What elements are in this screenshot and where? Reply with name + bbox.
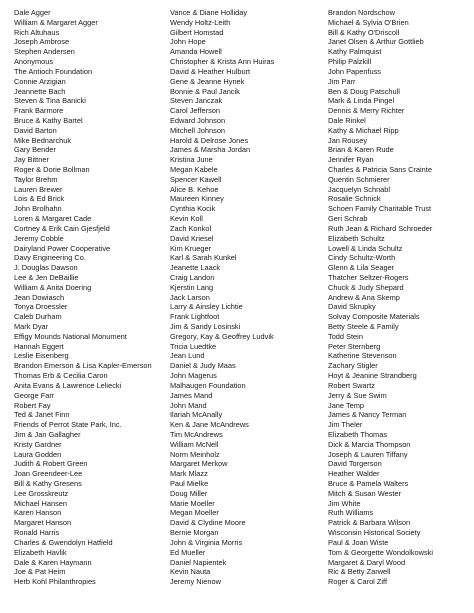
donor-name: William McNell xyxy=(170,439,219,449)
donor-name: James & Nancy Terman xyxy=(328,410,407,420)
donor-name: Charles & Patricia Sans Crainte xyxy=(328,165,432,174)
donor-name: Frank Barmore xyxy=(14,106,64,116)
donor-name: Brian & Karen Rude xyxy=(328,145,394,155)
donor-name: Jeannette Bach xyxy=(14,86,66,96)
donor-name: John & Virginia Morris xyxy=(170,537,243,547)
donor-name: Gary Bender xyxy=(14,145,56,155)
donor-name: Elizabeth Thomas xyxy=(328,429,388,439)
donor-name: Craig Landon xyxy=(170,272,215,282)
donor-name: Lowell & Linda Schultz xyxy=(328,243,403,253)
donor-name: Daniel Napientek xyxy=(170,557,227,567)
donor-name: Megan Kabele xyxy=(170,165,218,174)
donor-name: Stephen Andersen xyxy=(14,47,75,57)
donor-name: Dale & Karen Haymann xyxy=(14,557,92,567)
donor-name: Tom & Georgette Wondolkowski xyxy=(328,547,434,557)
donor-name: Paul Mielke xyxy=(170,479,209,488)
donor-name: Bruce & Kathy Bartel xyxy=(14,115,83,125)
donor-name: Elizabeth Schultz xyxy=(328,233,385,243)
donor-name: Steven Janczak xyxy=(170,96,223,106)
donor-name: Frank Lightfoot xyxy=(170,312,220,322)
donor-name: Daniel & Judy Maas xyxy=(170,361,236,371)
donor-name: William & Margaret Agger xyxy=(14,17,98,27)
donor-name: Heather Walder xyxy=(328,469,380,479)
donor-name: Lois & Ed Brick xyxy=(14,194,65,204)
donor-name: Mike Bednarchuk xyxy=(14,135,72,145)
donor-name: Jim & Jan Gallagher xyxy=(14,429,81,439)
donor-name: Cynthia Kocik xyxy=(170,204,216,214)
donor-name: Dennis & Merry Richter xyxy=(328,106,405,116)
donor-name: Ruth Jean & Richard Schroeder xyxy=(328,223,433,233)
donor-name: Ric & Betty Zarwell xyxy=(328,567,391,577)
donor-name: Connie Arzigian xyxy=(14,76,66,86)
donor-name: Kathy Palmquist xyxy=(328,47,382,57)
donor-name: Bill & Kathy O'Driscoll xyxy=(328,27,400,37)
donor-name: Gregory, Kay & Geoffrey Ludvik xyxy=(170,331,274,341)
donor-name: Jim Theler xyxy=(328,420,363,430)
donor-name: Zachary Stigler xyxy=(328,361,378,371)
donor-name: Doug Miller xyxy=(170,488,208,498)
donor-name: Kim Krueger xyxy=(170,243,212,253)
donor-column-2 xyxy=(170,8,320,587)
donor-name: David & Clydine Moore xyxy=(170,518,246,528)
donor-name: Vance & Diane Holliday xyxy=(170,8,248,17)
donor-name: Geri Schrab xyxy=(328,214,368,224)
donor-name: Anonymous xyxy=(14,57,54,67)
donor-name: Bill & Kathy Gresens xyxy=(14,479,82,488)
donor-name: Joseph & Lauren Tiffany xyxy=(328,449,408,459)
donor-name: J. Douglas Dawson xyxy=(14,263,78,273)
donor-name: Gene & Jeanne Hynek xyxy=(170,76,245,86)
donor-name: Friends of Perrot State Park, Inc. xyxy=(14,420,122,430)
donor-name: Tonya Droessler xyxy=(14,302,68,312)
donor-name: Hoyt & Jeanine Strandberg xyxy=(328,371,417,381)
donor-name: Jane Temp xyxy=(328,400,365,410)
donor-name: Jay Bittner xyxy=(14,155,49,165)
donor-name: Ben & Doug Patschull xyxy=(328,86,400,96)
donor-name: Karl & Sarah Kunkel xyxy=(170,253,237,263)
donor-name: David Barton xyxy=(14,125,57,135)
donor-name: Katherine Stevenson xyxy=(328,351,397,361)
donor-name: Christopher & Krista Ann Huiras xyxy=(170,57,275,67)
donor-name: Larry & Ainsley Lichtie xyxy=(170,302,243,312)
donor-name: Norm Meinholz xyxy=(170,449,220,459)
donor-name: Kevin Nauta xyxy=(170,567,211,577)
donor-name: Laura Godden xyxy=(14,449,62,459)
donor-name: Dale Rinkel xyxy=(328,115,366,125)
donor-name: Mark Mlazz xyxy=(170,469,208,479)
donor-name: John Brolhahn xyxy=(14,204,62,214)
donor-name: Ilariah McAnally xyxy=(170,410,223,420)
donor-name: Jennifer Ryan xyxy=(328,155,374,165)
donor-name: Kristina June xyxy=(170,155,213,165)
donor-name: William & Anita Doering xyxy=(14,282,92,292)
donor-name: Roger & Carol Ziff xyxy=(328,577,388,587)
donor-name: John Mand xyxy=(170,400,207,410)
donor-name: Effigy Mounds National Monument xyxy=(14,331,127,341)
donor-name: Joe & Pat Heim xyxy=(14,567,66,577)
donor-name: Robert Fay xyxy=(14,400,51,410)
donor-name: Kathy & Michael Ripp xyxy=(328,125,399,135)
donor-name: John Papenfuss xyxy=(328,66,382,76)
donor-name: Ted & Janet Finn xyxy=(14,410,70,420)
donor-name: Bonnie & Paul Jancik xyxy=(170,86,240,96)
donor-name: Judith & Robert Green xyxy=(14,459,88,469)
donor-name: Rosalie Schnick xyxy=(328,194,381,204)
donor-name: David Skrupky xyxy=(328,302,376,312)
donor-name: Kristy Gardner xyxy=(14,439,62,449)
donor-name: Jack Larson xyxy=(170,292,210,302)
donor-name: Dick & Marcia Thompson xyxy=(328,439,411,449)
donor-name: Spencer Kawell xyxy=(170,174,222,184)
donor-name: Lee & Jen DeBaillie xyxy=(14,272,79,282)
donor-name: Brandon Emerson & Lisa Kapler-Emerson xyxy=(14,361,152,371)
donor-name: Margaret & Daryl Wood xyxy=(328,557,406,567)
donor-name: Michael Hansen xyxy=(14,498,67,508)
donor-name: Mitchell Johnson xyxy=(170,125,226,135)
donor-name: Robert Swartz xyxy=(328,380,375,390)
donor-name: Kevin Koll xyxy=(170,214,203,224)
donor-name: Philip Palzkill xyxy=(328,57,372,67)
donor-name: George Farr xyxy=(14,390,55,400)
donor-name: Wendy Holtz-Leith xyxy=(170,17,231,27)
donor-name: Tim McAndrews xyxy=(170,429,223,439)
donor-name: Ken & Jane McAndrews xyxy=(170,420,249,430)
donor-name: Edward Johnson xyxy=(170,115,226,125)
donor-name: Joan Greendeer-Lee xyxy=(14,469,83,479)
donor-name: David & Heather Hulburt xyxy=(170,66,251,76)
donor-name: Paul & Joan Wiste xyxy=(328,537,389,547)
donor-name: Michael & Sylvia O'Brien xyxy=(328,17,409,27)
donor-name: Zach Konkol xyxy=(170,223,212,233)
donor-name: Jean Dowiasch xyxy=(14,292,65,302)
donor-column-1 xyxy=(14,8,164,587)
donor-name: Lauren Brewer xyxy=(14,184,63,194)
donor-name: Bruce & Pamela Walters xyxy=(328,479,409,488)
donor-name: David Torgerson xyxy=(328,459,382,469)
donor-name: Carol Jefferson xyxy=(170,106,220,116)
donor-name: Hannah Eggert xyxy=(14,341,64,351)
donor-name: Steven & Tina Banicki xyxy=(14,96,86,106)
donor-name: Mark Dyar xyxy=(14,322,49,331)
donor-name: Thatcher Seltzer-Rogers xyxy=(328,272,409,282)
donor-column-3 xyxy=(328,8,468,587)
donor-name: Ruth Williams xyxy=(328,508,374,518)
donor-name: Wisconsin Historical Society xyxy=(328,528,421,538)
donor-name: Caleb Durham xyxy=(14,312,62,322)
donor-name: Jim Parr xyxy=(328,76,356,86)
donor-name: Bernie Morgan xyxy=(170,528,219,538)
donor-name: Harold & Delrose Jones xyxy=(170,135,249,145)
donor-name: Cortney & Erik Cain Gjesfjeld xyxy=(14,223,110,233)
donor-name: Peter Sternberg xyxy=(328,341,381,351)
donor-name: Alice B. Kehoe xyxy=(170,184,219,194)
donor-name: Tricia Luedtke xyxy=(170,341,217,351)
donor-name: Dale Agger xyxy=(14,8,51,17)
donor-name: Rich Altuhaus xyxy=(14,27,60,37)
donor-name: Herb Kohl Philanthropies xyxy=(14,577,96,587)
donor-name: Chuck & Judy Shepard xyxy=(328,282,404,292)
donor-name: Brandon Nordschow xyxy=(328,8,395,17)
donor-name: Schoen Family Charitable Trust xyxy=(328,204,432,214)
donor-name: Betty Steele & Family xyxy=(328,322,399,331)
donor-name: Margaret Merkow xyxy=(170,459,228,469)
donor-name: Taylor Brehm xyxy=(14,174,58,184)
donor-name: Dairyland Power Cooperative xyxy=(14,243,111,253)
donor-name: Roger & Dorie Bollman xyxy=(14,165,90,174)
donor-name: Anita Evans & Lawrence Leliecki xyxy=(14,380,122,390)
donor-name: Jeremy Nienow xyxy=(170,577,221,587)
donor-name: John Magerus xyxy=(170,371,217,381)
donor-name: Jan Rousey xyxy=(328,135,368,145)
donor-name: Marie Moeller xyxy=(170,498,215,508)
donor-name: Ed Mueller xyxy=(170,547,206,557)
donor-name: The Antioch Foundation xyxy=(14,66,93,76)
donor-name: David Kriesel xyxy=(170,233,214,243)
donor-name: Mitch & Susan Wester xyxy=(328,488,401,498)
donor-name: Glenn & Lila Seager xyxy=(328,263,395,273)
donor-name: Ronald Harris xyxy=(14,528,60,538)
donor-name: James & Marsha Jordan xyxy=(170,145,251,155)
donor-name: Jean Lund xyxy=(170,351,205,361)
donor-name: Amanda Howell xyxy=(170,47,222,57)
donor-name: Leslie Eisenberg xyxy=(14,351,69,361)
donor-name: Quentin Schmierer xyxy=(328,174,390,184)
donor-name: Jeanette Laack xyxy=(170,263,221,273)
donor-name: James Mand xyxy=(170,390,213,400)
donor-name: Jacquelyn Schnabl xyxy=(328,184,391,194)
donor-name: Charles & Gwendolyn Hatfield xyxy=(14,537,113,547)
donor-name: Joseph Ambrose xyxy=(14,37,70,47)
donor-name: Davy Engineering Co. xyxy=(14,253,86,263)
donor-name: Cindy Schultz-Worth xyxy=(328,253,396,263)
donor-name: Malhaugen Foundation xyxy=(170,380,246,390)
donor-name: Andrew & Ana Skemp xyxy=(328,292,400,302)
donor-name: Karen Hanson xyxy=(14,508,62,518)
donor-name: Gilbert Homstad xyxy=(170,27,224,37)
donor-name: John Hope xyxy=(170,37,206,47)
donor-name: Patrick & Barbara Wilson xyxy=(328,518,411,528)
donor-name: Solvay Composite Materials xyxy=(328,312,420,322)
donor-name: Jerry & Sue Swim xyxy=(328,390,387,400)
donor-name: Elizabeth Havlik xyxy=(14,547,67,557)
donor-name: Maureen Kinney xyxy=(170,194,224,204)
donor-name: Mark & Linda Pingel xyxy=(328,96,395,106)
donor-name: Jim White xyxy=(328,498,361,508)
donor-name: Kjerstin Lang xyxy=(170,282,214,292)
donor-name: Jim & Sandy Losinski xyxy=(170,322,241,331)
donor-name: Margaret Hanson xyxy=(14,518,72,528)
donor-name: Thomas Erb & Cecilia Caron xyxy=(14,371,108,381)
donor-name: Lee Grosskreutz xyxy=(14,488,69,498)
donor-name: Jeremy Cobble xyxy=(14,233,64,243)
donor-name: Janet Olsen & Arthur Gottlieb xyxy=(328,37,424,47)
donor-name: Megan Moeller xyxy=(170,508,219,518)
donor-name: Loren & Margaret Cade xyxy=(14,214,92,224)
donor-name: Todd Stein xyxy=(328,331,363,341)
